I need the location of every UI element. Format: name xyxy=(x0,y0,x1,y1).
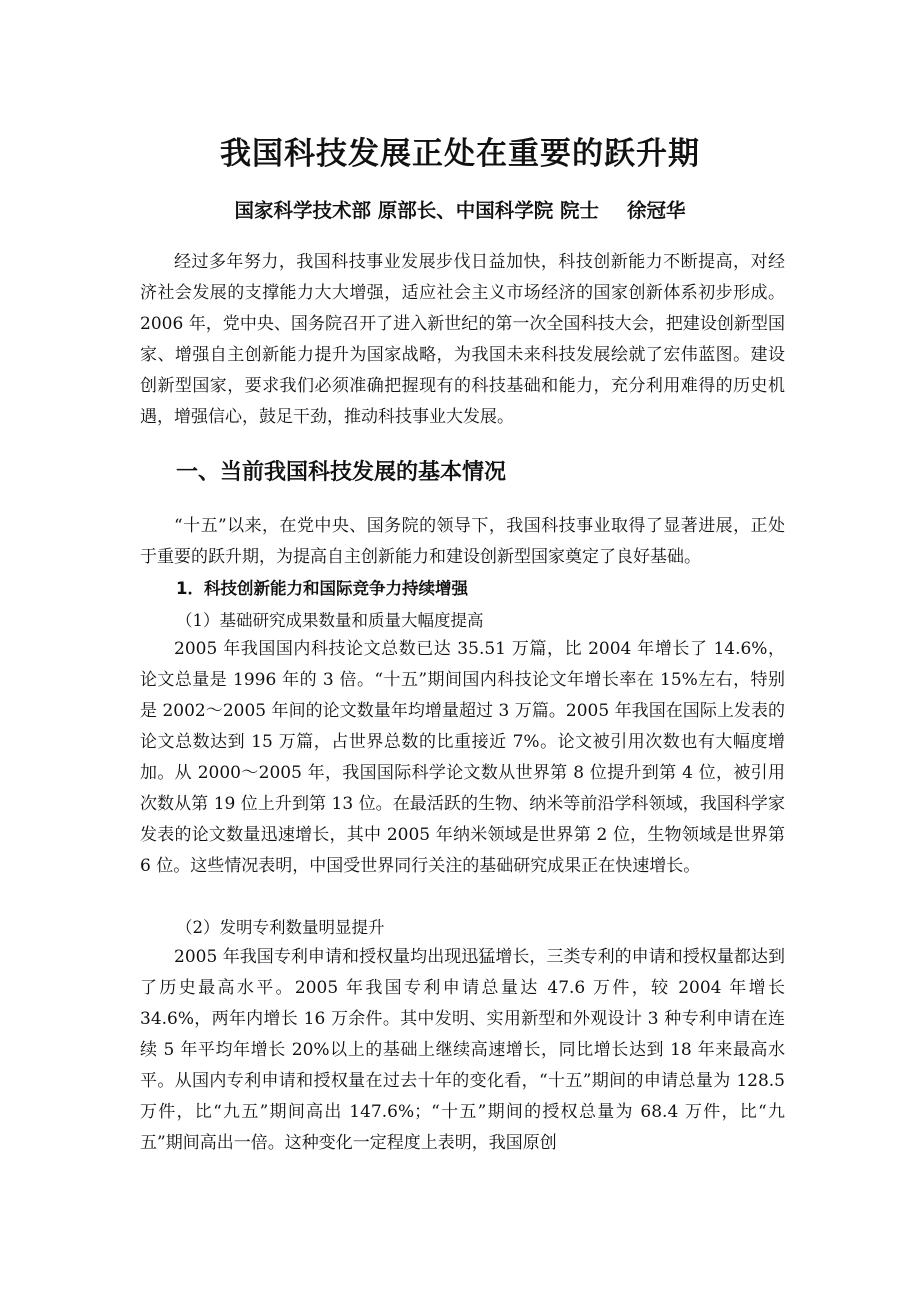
intro-paragraph: 经过多年努力，我国科技事业发展步伐日益加快，科技创新能力不断提高，对经济社会发展的支撑能力大大增强，适应社会主义市场经济的国家创新体系初步形成。2006 年，党中央、国务院召开了进入新世纪的第一次全国科技大会，把建设创新型国家、增强自主创新能力提升为国家战略，为我国未来科技发展绘就了宏伟蓝图。建设创新型国家，要求我们必须准确把握现有的科技基础和能力，充分利用难得的历史机遇，增强信心，鼓足干劲，推动科技事业大发展。 xyxy=(140,252,785,427)
point-heading: 1．科技创新能力和国际竞争力持续增强 xyxy=(176,579,468,598)
basic-research-paragraph: 2005 年我国国内科技论文总数已达 35.51 万篇，比 2004 年增长了 14.6%，论文总量是 1996 年的 3 倍。“十五”期间国内科技论文年增长率在 15%左右，特别是 2002～2005 年间的论文数量年均增量超过 3 万篇。2005 年我国在国际上发表的论文总数达到 15 万篇，占世界总数的比重接近 7%。论文被引用次数也有大幅度增加。从 2000～2005 年，我国国际科学论文数从世界第 8 位提升到第 4 位，被引用次数从第 19 位上升到第 13 位。在最活跃的生物、纳米等前沿学科领域，我国科学家发表的论文数量迅速增长，其中 2005 年纳米领域是世界第 2 位，生物领域是世界第 6 位。这些情况表明，中国受世界同行关注的基础研究成果正在快速增长。 xyxy=(140,639,785,876)
section-heading: 一、当前我国科技发展的基本情况 xyxy=(176,460,507,485)
subpoint-heading-basic-research: （1）基础研究成果数量和质量大幅度提高 xyxy=(176,611,484,630)
document-title: 我国科技发展正处在重要的跃升期 xyxy=(220,136,700,172)
author-affiliation: 国家科学技术部 原部长、中国科学院 院士 xyxy=(234,199,600,222)
author-byline xyxy=(0,195,920,223)
subpoint-heading-patents: （2）发明专利数量明显提升 xyxy=(176,918,385,937)
section-lead-paragraph: “十五”以来，在党中央、国务院的领导下，我国科技事业取得了显著进展，正处于重要的跃升期，为提高自主创新能力和建设创新型国家奠定了良好基础。 xyxy=(140,516,785,567)
patents-paragraph: 2005 年我国专利申请和授权量均出现迅猛增长，三类专利的申请和授权量都达到了历史最高水平。2005 年我国专利申请总量达 47.6 万件，较 2004 年增长 34.6%，两年内增长 16 万余件。其中发明、实用新型和外观设计 3 种专利申请在连续 5 年平均年增长 20%以上的基础上继续高速增长，同比增长达到 18 年来最高水平。从国内专利申请和授权量在过去十年的变化看，“十五”期间的申请总量为 128.5 万件，比“九五”期间高出 147.6%；“十五”期间的授权总量为 68.4 万件，比“九五”期间高出一倍。这种变化一定程度上表明，我国原创 xyxy=(140,947,785,1153)
author-name: 徐冠华 xyxy=(627,199,686,222)
